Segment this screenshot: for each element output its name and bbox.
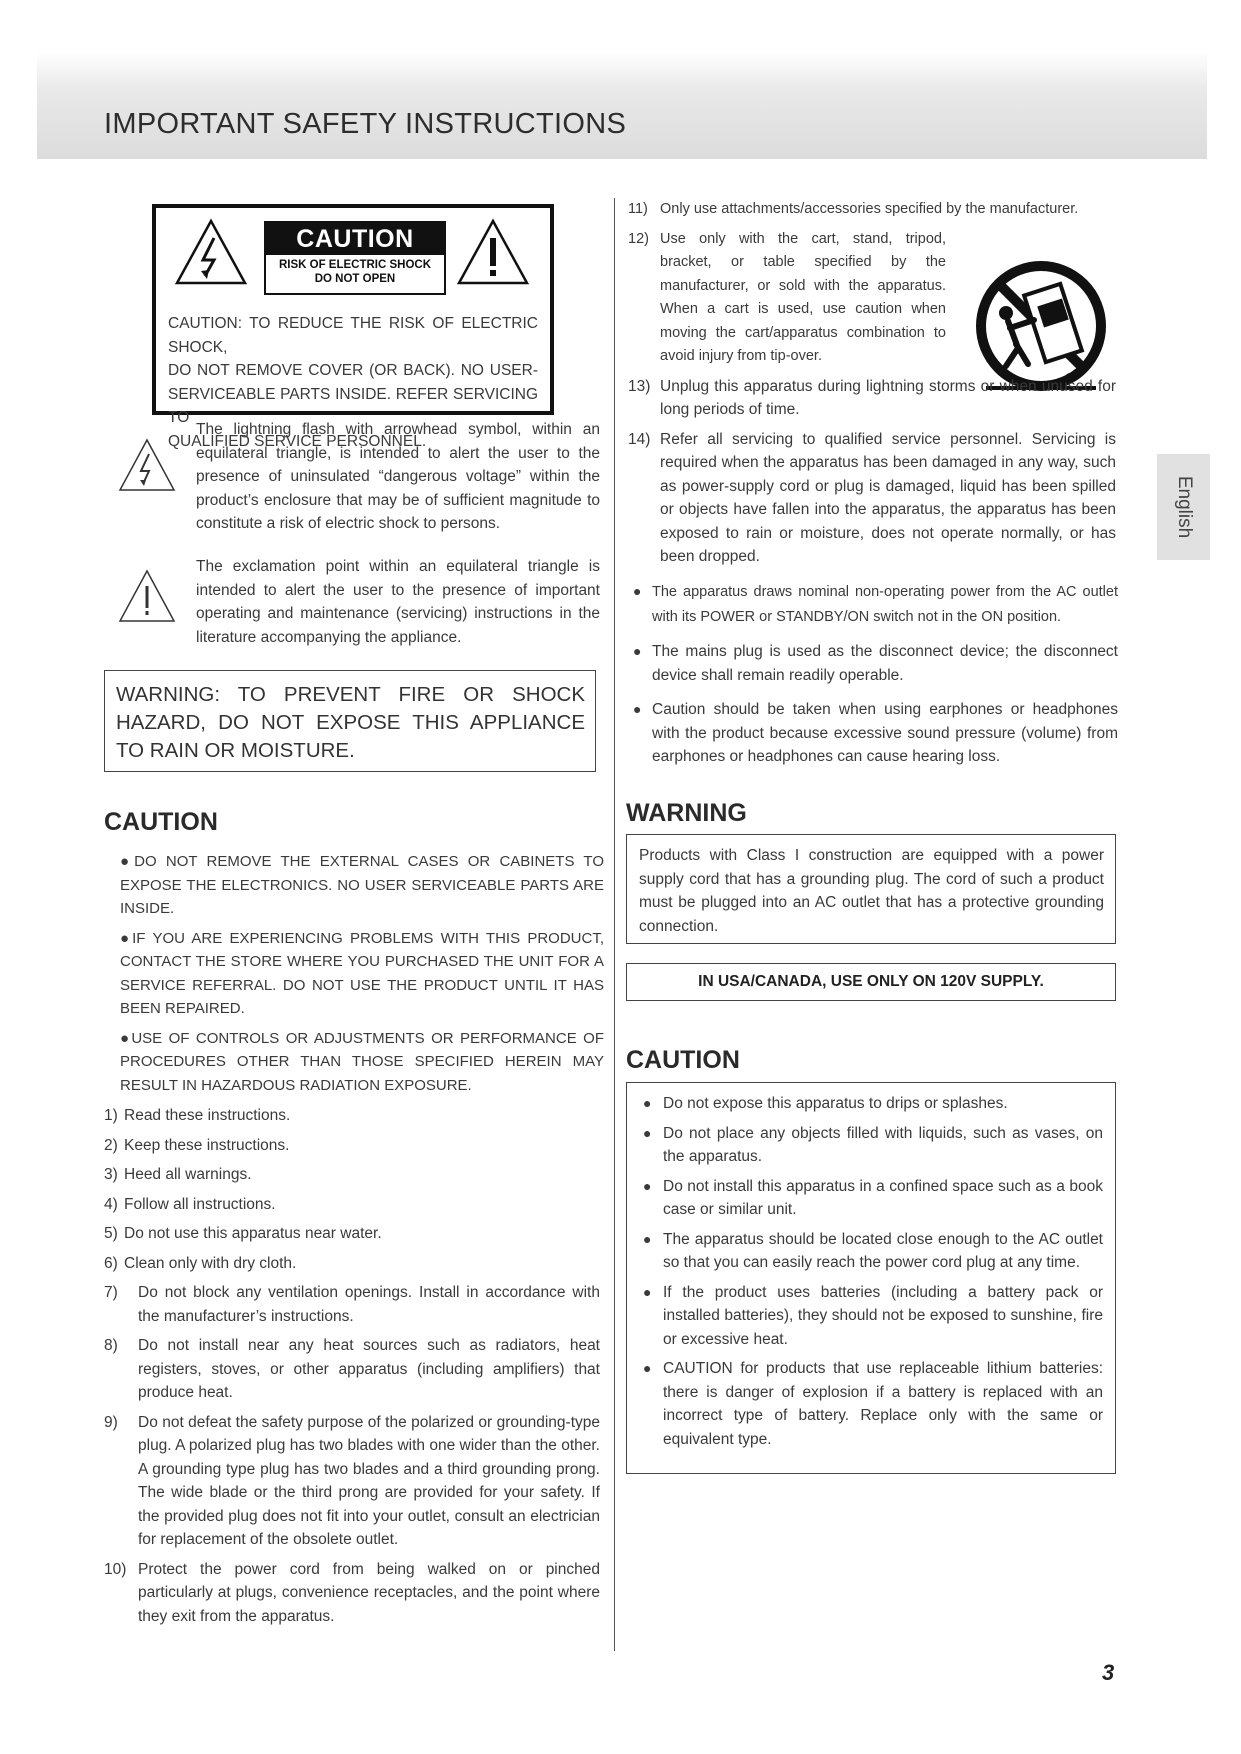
caution-bullet: ●USE OF CONTROLS OR ADJUSTMENTS OR PERFORMANCE OF PROCEDURES OTHER THAN THOSE SPECIFIED HEREIN MAY RESULT IN HAZARDOUS RADIATION EXPOSURE. bbox=[120, 1029, 605, 1094]
class1-warning-text: Products with Class I construction are equipped with a power supply cord that has a grounding plug. The cord of such a product must be plugged into an AC outlet that has a protective grounding connection. bbox=[639, 847, 1104, 935]
caution-bullet-list bbox=[120, 850, 604, 1103]
instruction-item bbox=[628, 375, 1116, 422]
caution-label-line: SERVICEABLE PARTS INSIDE. REFER SERVICING TO bbox=[168, 385, 538, 426]
exclamation-triangle-icon bbox=[118, 569, 176, 623]
caution2-bullet bbox=[641, 1092, 1103, 1116]
instruction-number: 6) bbox=[104, 1254, 118, 1272]
instruction-item bbox=[104, 1104, 600, 1128]
instruction-number: 4) bbox=[104, 1195, 118, 1213]
instruction-text: Clean only with dry cloth. bbox=[124, 1254, 297, 1272]
instruction-item bbox=[104, 1222, 600, 1246]
caution-banner bbox=[264, 221, 446, 295]
bullet-dot-icon: ● bbox=[643, 1124, 652, 1141]
instruction-number: 2) bbox=[104, 1136, 118, 1154]
instruction-text: Refer all servicing to qualified service personnel. Servicing is required when the apparatus has been damaged in any way, such as power-supply cord or plug is damaged, liquid has been spilled or objects have fallen into the apparatus, the apparatus has been exposed to rain or moisture, does not operate normally, or has been dropped. bbox=[660, 430, 1116, 565]
exclamation-warning-icon bbox=[456, 218, 530, 286]
usa-canada-notice: IN USA/CANADA, USE ONLY ON 120V SUPPLY. bbox=[698, 973, 1044, 990]
instruction-text: Do not block any ventilation openings. Install in accordance with the manufacturer’s instructions. bbox=[138, 1284, 600, 1325]
caution-box-2 bbox=[626, 1082, 1116, 1474]
caution2-bullet-text: Do not expose this apparatus to drips or splashes. bbox=[663, 1095, 1008, 1112]
instruction-number: 7) bbox=[104, 1284, 118, 1301]
caution2-bullet bbox=[641, 1175, 1103, 1222]
caution-bullet: ●DO NOT REMOVE THE EXTERNAL CASES OR CABINETS TO EXPOSE THE ELECTRONICS. NO USER SERVICEABLE PARTS ARE INSIDE. bbox=[120, 853, 604, 917]
bullet-dot-icon: ● bbox=[633, 583, 642, 599]
bullet-dot-icon: ● bbox=[643, 1230, 652, 1247]
instruction-item bbox=[628, 428, 1116, 569]
instruction-text: Follow all instructions. bbox=[124, 1195, 276, 1213]
instruction-number: 14) bbox=[628, 430, 651, 448]
instruction-number: 3) bbox=[104, 1166, 118, 1183]
caution-bullet: ●IF YOU ARE EXPERIENCING PROBLEMS WITH THIS PRODUCT, CONTACT THE STORE WHERE YOU PURCHASED THE UNIT FOR A SERVICE REFERRAL. DO NOT USE THE PRODUCT UNTIL IT HAS BEEN REPAIRED. bbox=[120, 929, 604, 1017]
caution-banner-sub2: DO NOT OPEN bbox=[314, 273, 396, 285]
bullet-dot-icon: ● bbox=[633, 643, 642, 659]
caution-banner-sub1: RISK OF ELECTRIC SHOCK bbox=[278, 259, 432, 271]
caution-bullet-text: USE OF CONTROLS OR ADJUSTMENTS OR PERFORMANCE OF PROCEDURES OTHER THAN THOSE SPECIFIED HEREIN MAY RESULT IN HAZARDOUS RADIATION EXPOSURE. bbox=[120, 1029, 605, 1094]
bullet-dot-icon: ● bbox=[643, 1095, 652, 1111]
caution-heading-2: CAUTION bbox=[626, 1046, 740, 1074]
lightning-warning-icon bbox=[174, 218, 248, 286]
instruction-number: 9) bbox=[104, 1413, 118, 1431]
caution2-bullet bbox=[641, 1281, 1103, 1352]
fire-shock-warning-box bbox=[104, 670, 596, 772]
instruction-text: Do not install near any heat sources such as radiators, heat registers, stoves, or other apparatus (including amplifiers) that produce heat. bbox=[138, 1337, 600, 1401]
right-bullet-list bbox=[630, 580, 1118, 769]
caution2-bullet-text: Do not place any objects filled with liquids, such as vases, on the apparatus. bbox=[663, 1124, 1103, 1165]
language-tab bbox=[1157, 454, 1210, 560]
instruction-item bbox=[104, 1411, 600, 1552]
bullet-dot-icon: ● bbox=[643, 1177, 652, 1194]
column-divider bbox=[614, 198, 615, 1651]
caution-bullet-text: DO NOT REMOVE THE EXTERNAL CASES OR CABINETS TO EXPOSE THE ELECTRONICS. NO USER SERVICEABLE PARTS ARE INSIDE. bbox=[120, 853, 604, 917]
caution2-bullet-text: CAUTION for products that use replaceable lithium batteries: there is danger of explosion if a battery is replaced with an incorrect type of battery. Replace only with the same or equivalent type. bbox=[663, 1360, 1103, 1448]
caution2-bullet-text: If the product uses batteries (including a battery pack or installed batteries), they should not be exposed to sunshine, fire or excessive heat. bbox=[663, 1283, 1103, 1348]
caution-bullet-text: IF YOU ARE EXPERIENCING PROBLEMS WITH THIS PRODUCT, CONTACT THE STORE WHERE YOU PURCHASED THE UNIT FOR A SERVICE REFERRAL. DO NOT USE THE PRODUCT UNTIL IT HAS BEEN REPAIRED. bbox=[120, 929, 604, 1017]
instruction-item bbox=[628, 198, 1116, 222]
exclamation-symbol-text: The exclamation point within an equilateral triangle is intended to alert the user to the presence of important operating and maintenance (servicing) instructions in the literature accompanying the appliance. bbox=[196, 558, 600, 646]
caution2-bullet-text: The apparatus should be located close enough to the AC outlet so that you can easily reach the power cord plug at any time. bbox=[663, 1230, 1103, 1271]
right-bullet-text: Caution should be taken when using earphones or headphones with the product because excessive sound pressure (volume) from earphones or headphones can cause hearing loss. bbox=[652, 701, 1118, 765]
instruction-item bbox=[104, 1252, 600, 1276]
bullet-dot-icon: ● bbox=[643, 1283, 652, 1300]
instruction-item bbox=[104, 1334, 600, 1405]
page-title: IMPORTANT SAFETY INSTRUCTIONS bbox=[104, 108, 627, 140]
instruction-number: 8) bbox=[104, 1337, 118, 1354]
instruction-item bbox=[104, 1558, 600, 1629]
right-bullet-text: The mains plug is used as the disconnect device; the disconnect device shall remain readily operable. bbox=[652, 643, 1118, 684]
instruction-number: 12) bbox=[628, 230, 649, 247]
caution-label-line: DO NOT REMOVE COVER (OR BACK). NO USER- bbox=[168, 362, 538, 379]
caution2-bullet bbox=[641, 1228, 1103, 1275]
instruction-list-left bbox=[104, 1104, 600, 1634]
caution-label-line: CAUTION: TO REDUCE THE RISK OF ELECTRIC SHOCK, bbox=[168, 315, 538, 356]
class1-warning-box bbox=[626, 834, 1116, 944]
instruction-text: Unplug this apparatus during lightning storms or when unused for long periods of time. bbox=[660, 377, 1116, 418]
right-bullet-text: The apparatus draws nominal non-operating power from the AC outlet with its POWER or STANDBY/ON switch not in the ON position. bbox=[652, 584, 1118, 625]
instruction-item bbox=[104, 1281, 600, 1328]
right-bullet bbox=[630, 640, 1118, 687]
caution-banner-title: CAUTION bbox=[266, 223, 444, 255]
caution2-bullet bbox=[641, 1122, 1103, 1169]
instruction-list-right bbox=[628, 198, 1116, 575]
right-bullet bbox=[630, 580, 1118, 629]
instruction-number: 13) bbox=[628, 377, 651, 395]
instruction-number: 5) bbox=[104, 1225, 118, 1242]
caution-heading: CAUTION bbox=[104, 808, 218, 836]
caution-label-box bbox=[152, 204, 554, 450]
instruction-text: Keep these instructions. bbox=[124, 1136, 290, 1154]
lightning-symbol-text: The lightning flash with arrowhead symbol, within an equilateral triangle, is intended to alert the user to the presence of uninsulated “dangerous voltage” within the product’s enclosure that may be of sufficient magnitude to constitute a risk of electric shock to persons. bbox=[196, 421, 600, 532]
instruction-number: 1) bbox=[104, 1107, 118, 1124]
lightning-triangle-icon bbox=[118, 438, 176, 492]
bullet-dot-icon: ● bbox=[643, 1360, 652, 1376]
instruction-text: Read these instructions. bbox=[124, 1107, 291, 1124]
caution-label-line: QUALIFIED SERVICE PERSONNEL. bbox=[168, 432, 427, 450]
language-tab-label: English bbox=[1173, 475, 1195, 539]
usa-canada-notice-box bbox=[626, 963, 1116, 1001]
bullet-dot-icon: ● bbox=[633, 701, 642, 717]
instruction-item bbox=[104, 1134, 600, 1158]
page-header bbox=[37, 52, 1207, 159]
instruction-text: Use only with the cart, stand, tripod, bracket, or table specified by the manufacturer, or sold with the apparatus. When a cart is used, use caution when moving the cart/apparatus combination to avoid injury from tip-over. bbox=[660, 230, 946, 364]
instruction-text: Only use attachments/accessories specified by the manufacturer. bbox=[660, 201, 1079, 217]
instruction-text: Protect the power cord from being walked on or pinched particularly at plugs, convenience receptacles, and the point where they exit from the apparatus. bbox=[138, 1560, 600, 1625]
instruction-text: Heed all warnings. bbox=[124, 1166, 252, 1183]
caution2-bullet-text: Do not install this apparatus in a confined space such as a book case or similar unit. bbox=[663, 1177, 1103, 1218]
page-number: 3 bbox=[1102, 1660, 1115, 1685]
warning-heading: WARNING bbox=[626, 799, 747, 827]
instruction-text: Do not use this apparatus near water. bbox=[124, 1225, 382, 1242]
instruction-item bbox=[104, 1193, 600, 1217]
instruction-text: Do not defeat the safety purpose of the polarized or grounding-type plug. A polarized plug has two blades with one wider than the other. A grounding type plug has two blades and a third grounding prong. The wide blade or the third prong are provided for your safety. If the provided plug does not fit into your outlet, consult an electrician for replacement of the obsolete outlet. bbox=[138, 1413, 600, 1548]
instruction-number: 10) bbox=[104, 1560, 127, 1578]
instruction-item bbox=[628, 228, 1116, 369]
right-bullet bbox=[630, 698, 1118, 769]
instruction-number: 11) bbox=[628, 201, 648, 217]
fire-shock-warning-text: WARNING: TO PREVENT FIRE OR SHOCK HAZARD, DO NOT EXPOSE THIS APPLIANCE TO RAIN OR MOISTURE. bbox=[116, 683, 585, 762]
caution2-bullet bbox=[641, 1357, 1103, 1451]
instruction-item bbox=[104, 1163, 600, 1187]
